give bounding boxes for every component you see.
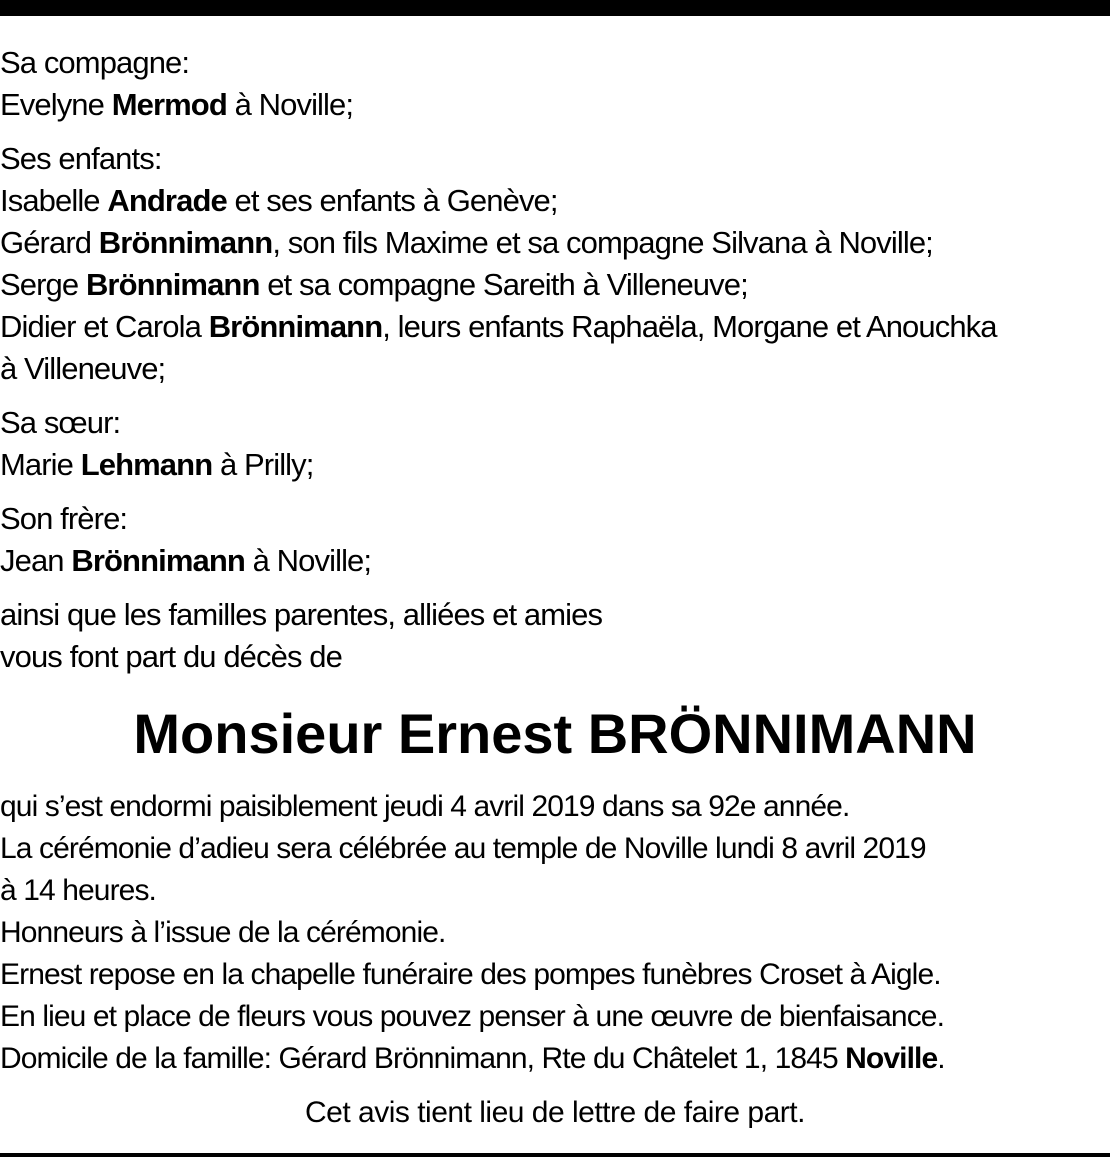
child-details: et ses enfants à Genève; bbox=[226, 183, 558, 218]
bottom-rule bbox=[0, 1153, 1110, 1157]
child-first-name: Isabelle bbox=[0, 183, 108, 218]
detail-line: Ernest repose en la chapelle funéraire des pompes funèbres Croset à Aigle. bbox=[0, 958, 941, 991]
partner-surname: Mermod bbox=[111, 87, 227, 122]
child-entry bbox=[0, 264, 1110, 306]
top-rule bbox=[0, 0, 1110, 16]
brother-heading: Son frère: bbox=[0, 501, 128, 536]
children-section bbox=[0, 138, 1110, 390]
child-entry bbox=[0, 180, 1110, 222]
intro-line: vous font part du décès de bbox=[0, 639, 342, 674]
child-surname: Andrade bbox=[107, 183, 227, 218]
sister-location: à Prilly; bbox=[212, 447, 314, 482]
partner-first-name: Evelyne bbox=[0, 87, 112, 122]
partner-location: à Noville; bbox=[226, 87, 354, 122]
sister-surname: Lehmann bbox=[80, 447, 213, 482]
child-details: , son fils Maxime et sa compagne Silvana à Noville; bbox=[272, 225, 933, 260]
intro-line: ainsi que les familles parentes, alliées et amies bbox=[0, 597, 603, 632]
family-list bbox=[0, 42, 1110, 690]
sister-section bbox=[0, 402, 1110, 486]
child-surname: Brönnimann bbox=[98, 225, 273, 260]
detail-line: à 14 heures. bbox=[0, 874, 156, 907]
child-surname: Brönnimann bbox=[208, 309, 383, 344]
address-town: Noville bbox=[845, 1042, 938, 1075]
ceremony-details bbox=[0, 786, 1110, 1080]
child-details: , leurs enfants Raphaëla, Morgane et Anouchka bbox=[382, 309, 997, 344]
partner-entry bbox=[0, 84, 1110, 126]
brother-section bbox=[0, 498, 1110, 582]
brother-location: à Noville; bbox=[244, 543, 372, 578]
family-address bbox=[0, 1038, 1110, 1080]
brother-entry bbox=[0, 540, 1110, 582]
child-first-name: Gérard bbox=[0, 225, 99, 260]
child-entry bbox=[0, 222, 1110, 264]
sister-entry bbox=[0, 444, 1110, 486]
announcement-intro bbox=[0, 594, 1110, 678]
detail-line: La cérémonie d’adieu sera célébrée au temple de Noville lundi 8 avril 2019 bbox=[0, 832, 926, 865]
address-text: Domicile de la famille: Gérard Brönnimann, Rte du Châtelet 1, 1845 bbox=[0, 1042, 846, 1075]
child-entry bbox=[0, 306, 1110, 348]
sister-heading: Sa sœur: bbox=[0, 405, 121, 440]
partner-heading: Sa compagne: bbox=[0, 45, 190, 80]
address-end: . bbox=[937, 1042, 945, 1075]
child-entry-continuation: à Villeneuve; bbox=[0, 351, 166, 386]
brother-surname: Brönnimann bbox=[71, 543, 245, 578]
child-first-name: Didier et Carola bbox=[0, 309, 209, 344]
children-heading: Ses enfants: bbox=[0, 141, 162, 176]
child-details: et sa compagne Sareith à Villeneuve; bbox=[259, 267, 748, 302]
brother-first-name: Jean bbox=[0, 543, 72, 578]
sister-first-name: Marie bbox=[0, 447, 81, 482]
footer-note: Cet avis tient lieu de lettre de faire part. bbox=[305, 1096, 805, 1129]
detail-line: Honneurs à l’issue de la cérémonie. bbox=[0, 916, 446, 949]
detail-line: qui s’est endormi paisiblement jeudi 4 avril 2019 dans sa 92e année. bbox=[0, 790, 850, 823]
child-first-name: Serge bbox=[0, 267, 86, 302]
child-surname: Brönnimann bbox=[85, 267, 260, 302]
partner-section bbox=[0, 42, 1110, 126]
detail-line: En lieu et place de fleurs vous pouvez penser à une œuvre de bienfaisance. bbox=[0, 1000, 945, 1033]
deceased-name: Monsieur Ernest BRÖNNIMANN bbox=[133, 702, 977, 765]
